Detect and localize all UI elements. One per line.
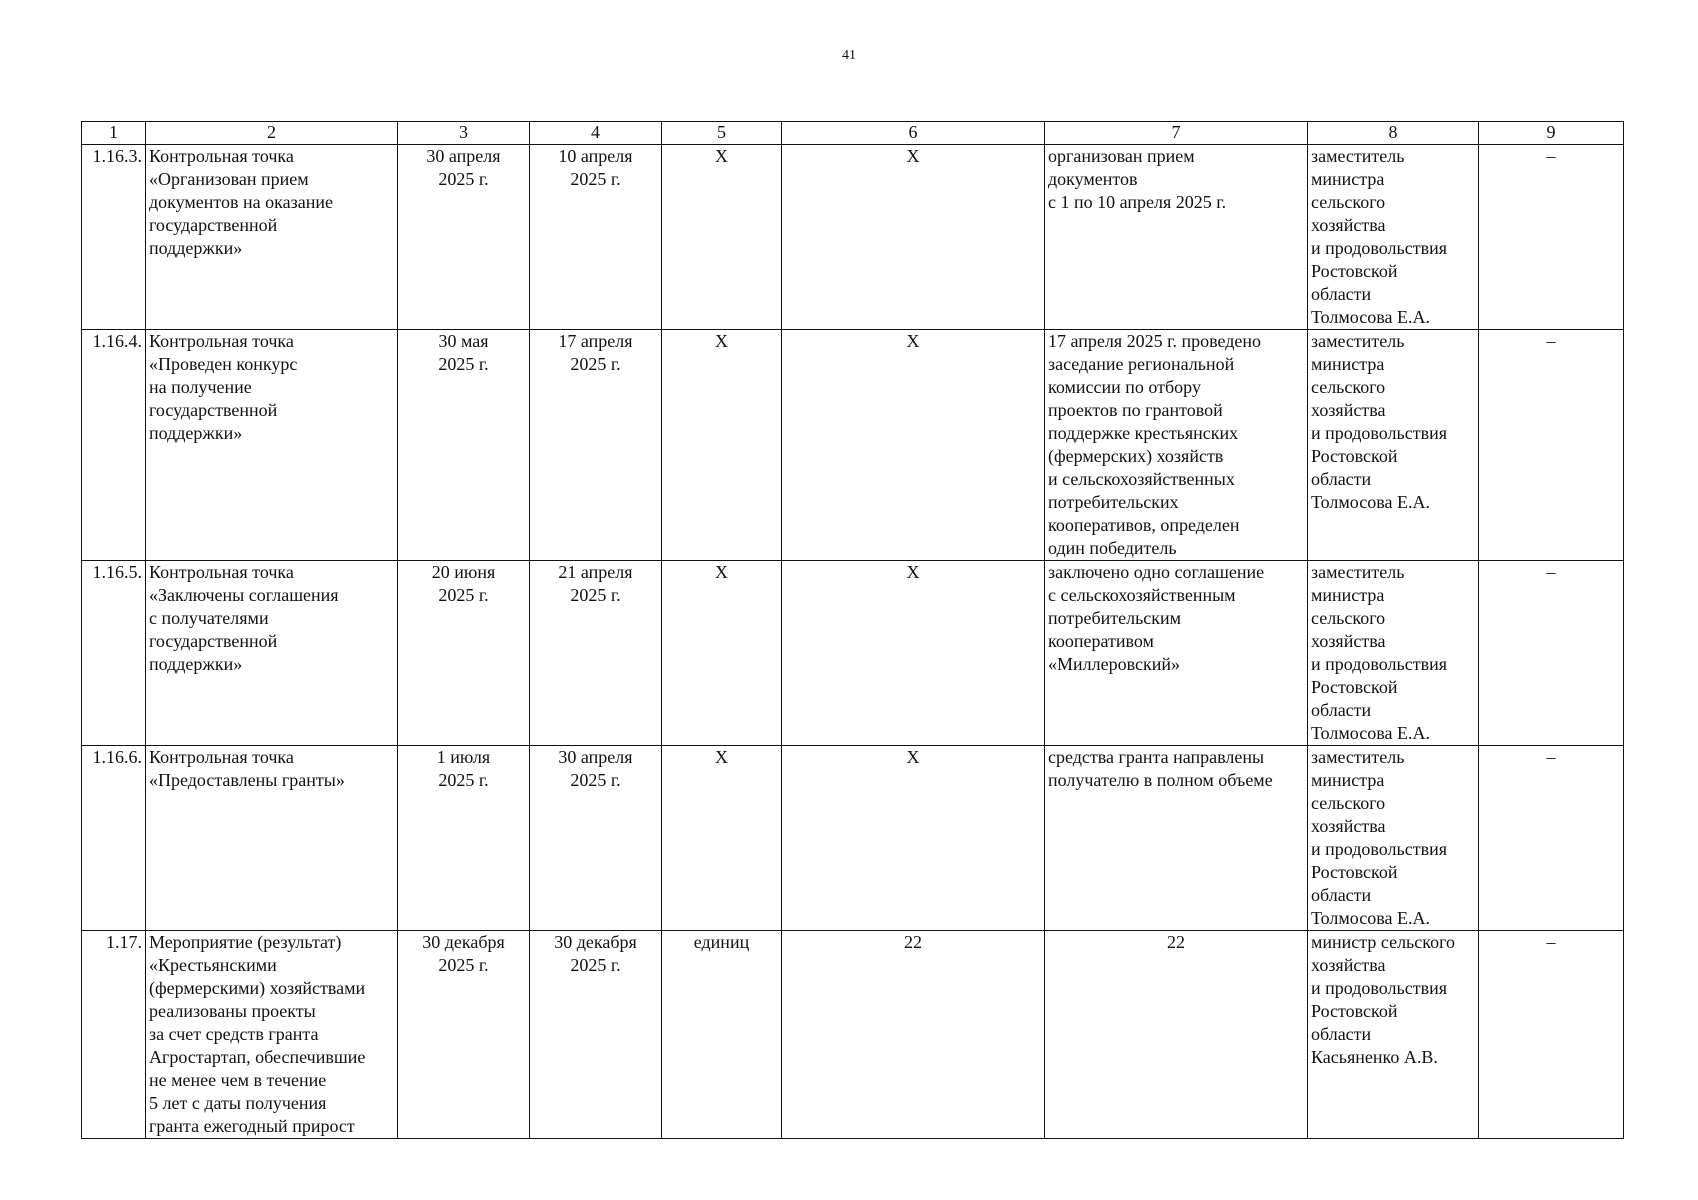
column-number-row <box>82 122 1624 145</box>
row-fact-date: 17 апреля 2025 г. <box>530 330 662 561</box>
row-result: заключено одно соглашение с сельскохозяйственным потребительским кооперативом «Миллеровский» <box>1045 561 1308 746</box>
row-fact-date: 21 апреля 2025 г. <box>530 561 662 746</box>
row-note: – <box>1479 931 1624 1139</box>
row-responsible: заместитель министра сельского хозяйства и продовольствия Ростовской области Толмосова Е.А. <box>1308 561 1479 746</box>
row-fact-date: 10 апреля 2025 г. <box>530 145 662 330</box>
row-note: – <box>1479 561 1624 746</box>
row-note: – <box>1479 746 1624 931</box>
report-table <box>81 121 1624 1139</box>
row-name: Контрольная точка «Предоставлены гранты» <box>146 746 398 931</box>
row-plan-value: Х <box>782 145 1045 330</box>
row-unit: единиц <box>662 931 782 1139</box>
column-header: 1 <box>82 122 146 145</box>
column-header: 3 <box>398 122 530 145</box>
row-name: Контрольная точка «Организован прием документов на оказание государственной поддержки» <box>146 145 398 330</box>
row-result: 17 апреля 2025 г. проведено заседание региональной комиссии по отбору проектов по грантовой поддержке крестьянских (фермерских) хозяйств и сельскохозяйственных потребительских кооперативов, определен один победитель <box>1045 330 1308 561</box>
row-number: 1.16.3. <box>82 145 146 330</box>
row-responsible: заместитель министра сельского хозяйства и продовольствия Ростовской области Толмосова Е.А. <box>1308 330 1479 561</box>
column-header: 8 <box>1308 122 1479 145</box>
column-header: 4 <box>530 122 662 145</box>
row-name: Контрольная точка «Заключены соглашения с получателями государственной поддержки» <box>146 561 398 746</box>
row-responsible: министр сельского хозяйства и продовольствия Ростовской области Касьяненко А.В. <box>1308 931 1479 1139</box>
row-note: – <box>1479 330 1624 561</box>
row-responsible: заместитель министра сельского хозяйства и продовольствия Ростовской области Толмосова Е.А. <box>1308 145 1479 330</box>
table-row <box>82 746 1624 931</box>
row-unit: Х <box>662 746 782 931</box>
row-responsible: заместитель министра сельского хозяйства и продовольствия Ростовской области Толмосова Е.А. <box>1308 746 1479 931</box>
row-result: организован прием документов с 1 по 10 апреля 2025 г. <box>1045 145 1308 330</box>
row-plan-date: 1 июля 2025 г. <box>398 746 530 931</box>
column-header: 6 <box>782 122 1045 145</box>
column-header: 2 <box>146 122 398 145</box>
row-result: 22 <box>1045 931 1308 1139</box>
row-plan-value: Х <box>782 561 1045 746</box>
row-plan-value: Х <box>782 330 1045 561</box>
row-unit: Х <box>662 330 782 561</box>
row-number: 1.16.4. <box>82 330 146 561</box>
row-plan-date: 30 апреля 2025 г. <box>398 145 530 330</box>
row-fact-date: 30 апреля 2025 г. <box>530 746 662 931</box>
row-fact-date: 30 декабря 2025 г. <box>530 931 662 1139</box>
table-row <box>82 145 1624 330</box>
row-unit: Х <box>662 561 782 746</box>
row-result: средства гранта направлены получателю в полном объеме <box>1045 746 1308 931</box>
row-plan-date: 30 мая 2025 г. <box>398 330 530 561</box>
row-note: – <box>1479 145 1624 330</box>
column-header: 7 <box>1045 122 1308 145</box>
table-row <box>82 330 1624 561</box>
row-number: 1.16.6. <box>82 746 146 931</box>
row-name: Контрольная точка «Проведен конкурс на получение государственной поддержки» <box>146 330 398 561</box>
row-plan-date: 20 июня 2025 г. <box>398 561 530 746</box>
column-header: 9 <box>1479 122 1624 145</box>
row-plan-date: 30 декабря 2025 г. <box>398 931 530 1139</box>
column-header: 5 <box>662 122 782 145</box>
row-number: 1.16.5. <box>82 561 146 746</box>
row-plan-value: 22 <box>782 931 1045 1139</box>
page-number: 41 <box>842 48 856 63</box>
table-row <box>82 561 1624 746</box>
row-plan-value: Х <box>782 746 1045 931</box>
table-row <box>82 931 1624 1139</box>
row-name: Мероприятие (результат) «Крестьянскими (фермерскими) хозяйствами реализованы проекты за счет средств гранта Агростартап, обеспечившие не менее чем в течение 5 лет с даты получения гранта ежегодный прирост <box>146 931 398 1139</box>
row-unit: Х <box>662 145 782 330</box>
row-number: 1.17. <box>82 931 146 1139</box>
